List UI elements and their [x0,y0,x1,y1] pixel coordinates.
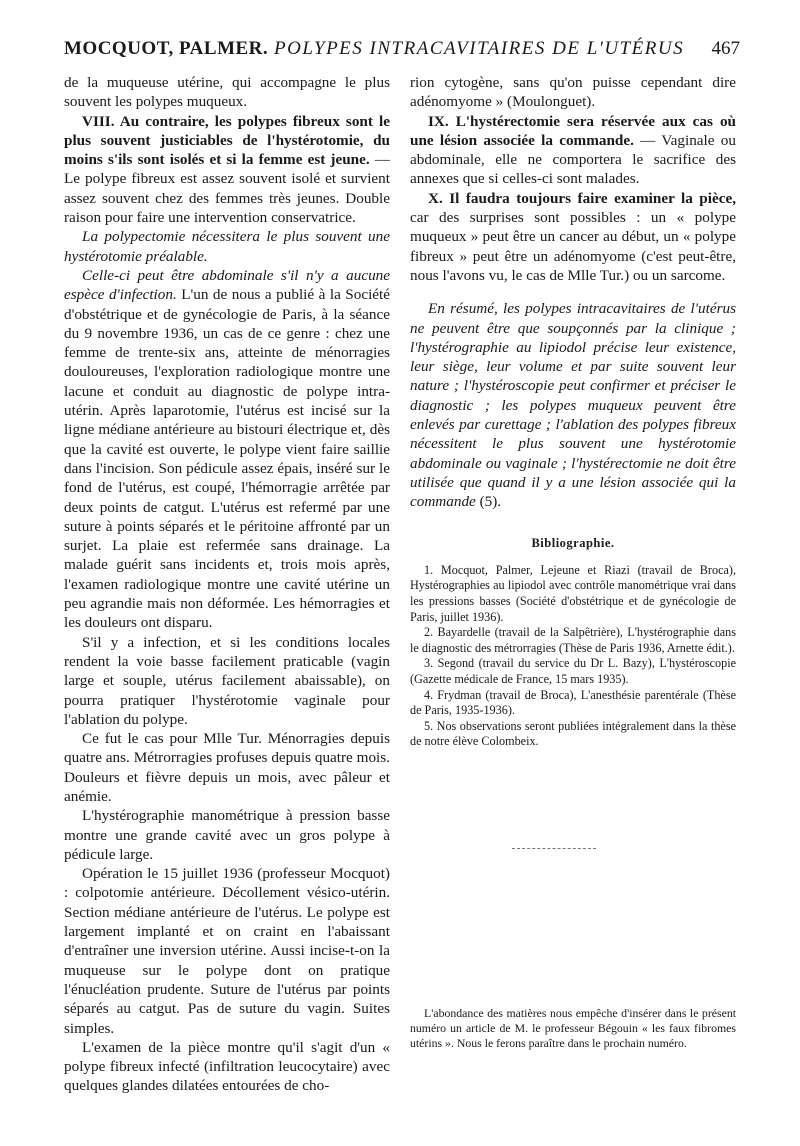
paragraph [64,112,390,228]
paragraph-text: L'un de nous a publié à la Société d'obstétrique et de gynécologie de Paris, à la séance du 9 novembre 1936, un cas de ce genre : chez une femme de trente-six ans, atteinte de ménorragies douloureuses, l'exploration radiologique montre une lacune et conduit au diagnostic de polype intra-utérin. Après laparotomie, l'utérus est incisé sur la ligne médiane antérieure au bistouri électrique et, dès que la cavité est ouverte, le polype vient faire saillie dans l'incision. Son pédicule assez épais, inséré sur le fond de l'utérus, est coupé, l'hémorragie arrêtée par deux points de catgut. L'utérus est refermé par une suture à points séparés et le péritoine affronté par un surjet. La plaie est refermée sans drainage. La malade guérit sans incidents et, trois mois après, l'examen radiologique montre une cavité utérine un peu agrandie mais non déformée. Les hémorragies et les douleurs ont disparu. [64,286,391,632]
header-title: POLYPES INTRACAVITAIRES DE L'UTÉRUS [274,38,685,59]
bibliography-entry: 3. Segond (travail du service du Dr L. Bazy), L'hystéroscopie (Gazette médicale de France, 15 mars 1935). [410,656,736,686]
bibliography-entry: 1. Mocquot, Palmer, Lejeune et Riazi (travail de Broca), Hystérographies au lipiodol avec contrôle manométrique vrai dans les pressions basses (Société d'obstétrique et de gynécologie de Paris, juillet 1936). [410,562,736,624]
bibliography-entry: 5. Nos observations seront publiées intégralement dans la thèse de notre élève Colombeix. [410,718,736,749]
summary-paragraph [410,299,736,511]
summary-text: En résumé, les polypes intracavitaires de l'utérus ne peuvent être que soupçonnés par la clinique ; l'hystérographie au lipiodol précise leur existence, leur siège, leur volume et par suite souvent leur nature ; l'hystéroscopie peut confirmer et préciser le diagnostic ; les polypes muqueux peuvent être enlevés par curettage ; l'ablation des polypes fibreux nécessitent le plus souvent une hystérotomie abdominale ou vaginale ; l'hystérectomie ne doit être utilisée que quand il y a une lésion associée qui la commande [410,300,736,511]
bibliography-title: Bibliographie. [531,535,615,550]
paragraph: Ce fut le cas pour Mlle Tur. Ménorragies depuis quatre ans. Métrorragies profuses depuis quatre mois. Douleurs et fièvre depuis un mois, avec pâleur et anémie. [64,730,390,805]
page-number: 467 [711,38,740,59]
paragraph: de la muqueuse utérine, qui accompagne le plus souvent les polypes muqueux. [64,74,390,111]
footnote [410,1006,736,1052]
bibliography-entry: 2. Bayardelle (travail de la Salpêtrière), L'hystérographie dans le diagnostic des métrorragies (Thèse de Paris 1936, Arnette édit.). [410,625,736,655]
right-column [410,73,736,750]
footnote-text: L'abondance des matières nous empêche d'insérer dans le présent numéro un article de M. le professeur Bégouin « les faux fibromes utérins ». Nous le ferons paraître dans le prochain numéro. [410,1006,736,1051]
section-heading-ix: IX. L'hystérectomie sera réservée aux cas où une lésion associée la commande. [410,112,736,149]
emphasis-text: Celle-ci peut être abdominale s'il n'y a aucune espèce d'infection. [64,266,390,304]
paragraph: La polypectomie nécessitera le plus souvent une hystérotomie préalable. [64,228,390,265]
section-heading-viii: VIII. Au contraire, les polypes fibreux sont le plus souvent justiciables de l'hystérotomie, du moins s'ils sont isolés et si la femme est jeune. [64,112,390,169]
bibliography-entry: 4. Frydman (travail de Broca), L'anesthésie parentérale (Thèse de Paris, 1935-1936). [410,687,736,718]
paragraph-text: car des surprises sont possibles : un « polype muqueux » peut être un cancer au début, un « polype fibreux » peut être un adénomyome (c'est peut-être, nous l'avons vu, le cas de Mlle Tur.) ou un sarcome. [410,209,736,284]
paragraph-text: — Le polype fibreux est assez souvent isolé et survient assez souvent chez des femmes très jeunes. Double raison pour faire une intervention conservatrice. [64,151,390,227]
summary-reference: (5). [475,493,502,511]
left-column [64,73,390,1096]
paragraph [410,112,736,189]
paragraph: L'examen de la pièce montre qu'il s'agit d'un « polype fibreux infecté (infiltration leucocytaire) avec quelques glandes dilatées entourées de cho- [64,1038,390,1095]
paragraph-text: — Vaginale ou abdominale, elle ne comportera le sacrifice des annexes que si celles-ci sont malades. [410,131,736,188]
paragraph: Opération le 15 juillet 1936 (professeur Mocquot) : colpotomie antérieure. Décollement vésico-utérin. Section médiane antérieure de l'utérus. Le polype est largement implanté et on craint en l'abaissant d'entraîner une inversion utérine. Aussi incise-t-on la muqueuse sur le polype dont on pratique l'énucléation prudente. Suture de l'utérus par points séparés au catgut. Pas de suture du vagin. Suites simples. [64,865,390,1037]
section-divider [512,848,596,849]
header-authors: MOCQUOT, PALMER. [64,38,269,59]
paragraph: rion cytogène, sans qu'on puisse cependant dire adénomyome » (Moulonguet). [410,74,736,111]
bibliography-list [410,563,736,750]
paragraph: S'il y a infection, et si les conditions locales rendent la voie basse facilement praticable (vagin large et souple, utérus facilement abaissable), on pourra pratiquer l'hystérotomie vaginale pour l'ablation du polype. [64,633,390,728]
paragraph [64,266,390,633]
paragraph [410,189,736,285]
section-heading-x: X. Il faudra toujours faire examiner la pièce, [428,189,736,207]
running-header [64,38,740,68]
paragraph: L'hystérographie manométrique à pression basse montre une grande cavité avec un gros polype à pédicule large. [64,807,390,863]
